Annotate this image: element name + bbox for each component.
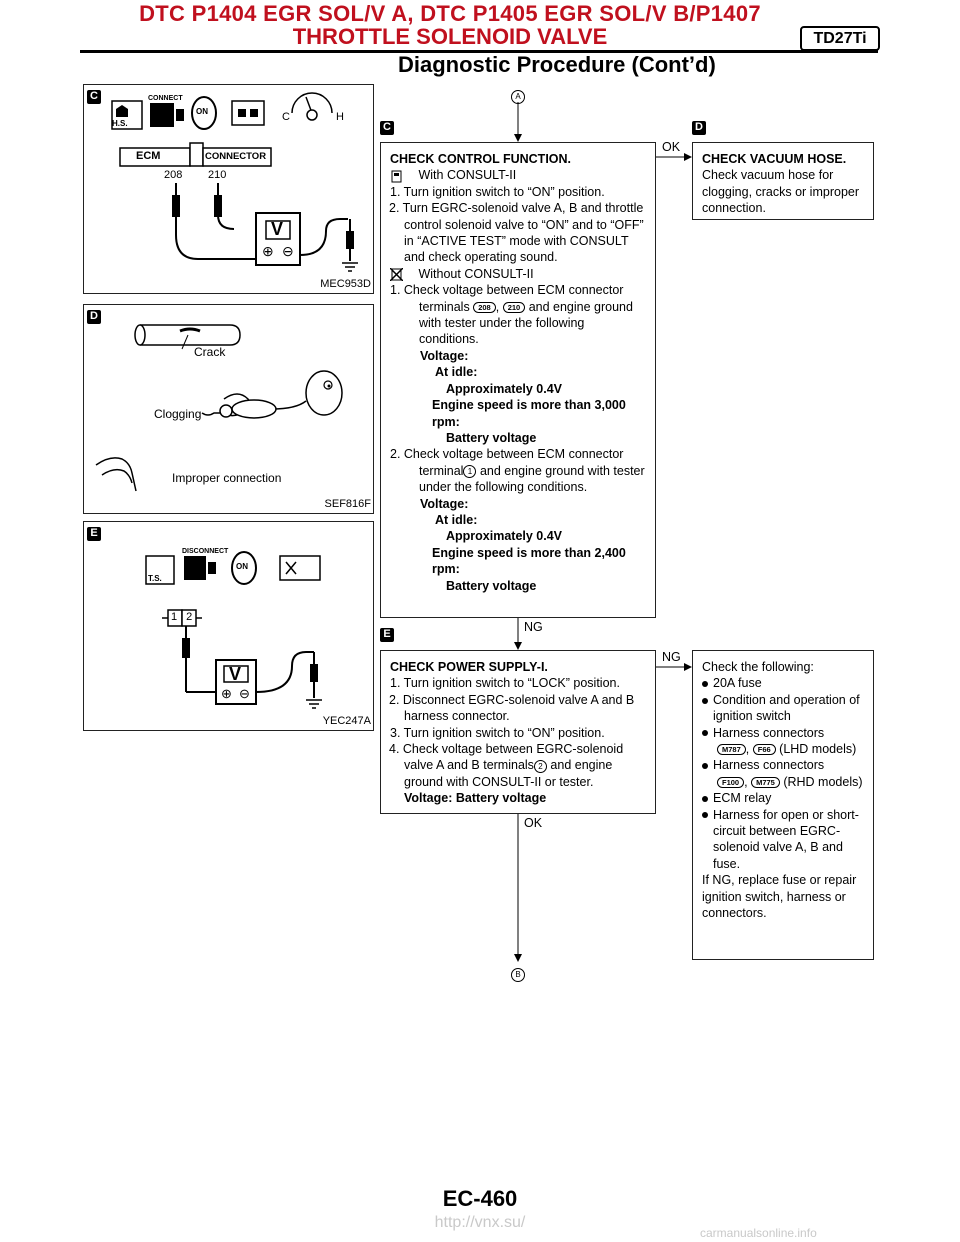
- terminal-210-pill: 210: [503, 302, 526, 313]
- bullet-icon: [702, 763, 708, 769]
- ecm-label: ECM: [136, 150, 161, 162]
- box-f-item-2: [702, 692, 864, 725]
- bullet-icon: [702, 698, 708, 704]
- voltage-label-1: Voltage:: [420, 348, 469, 363]
- bullet-icon: [702, 730, 708, 736]
- gauge-h-label: H: [336, 111, 344, 123]
- box-f-item-6: [702, 807, 864, 873]
- meter-minus-icon-e: ⊖: [239, 686, 250, 701]
- on-label: ON: [196, 107, 208, 116]
- box-e-step2: 2. Disconnect EGRC-solenoid valve A and B harness connector.: [389, 692, 635, 724]
- item-2-text: Condition and operation of ignition switch: [713, 692, 860, 724]
- connector-pins-label: 1 2: [171, 611, 196, 623]
- with-consult-row: [390, 167, 646, 183]
- box-e-step3: 3. Turn ignition switch to “ON” position.: [390, 725, 605, 740]
- item-3-tail: (LHD models): [779, 742, 857, 757]
- without-consult-label: Without CONSULT-II: [418, 266, 534, 281]
- check-power-supply-box: [380, 650, 656, 814]
- box-d-body: Check vacuum hose for clogging, cracks or improper connection.: [702, 168, 860, 216]
- battery-value-1: Battery voltage: [446, 430, 537, 445]
- figure-e-badge: E: [87, 527, 101, 541]
- meter-minus-icon: ⊖: [282, 243, 294, 259]
- at-idle-label-1: At idle:: [435, 365, 478, 380]
- box-f-item-5: [702, 790, 864, 806]
- box-d-title: CHECK VACUUM HOSE.: [702, 152, 847, 166]
- box-e-title: CHECK POWER SUPPLY-I.: [390, 660, 548, 674]
- box-e-step1: 1. Turn ignition switch to “LOCK” position.: [390, 676, 620, 691]
- meter-v-label: V: [271, 219, 284, 239]
- wo1-text-a: 1. Check voltage between ECM connector terminals: [390, 283, 624, 314]
- header-title-line1: DTC P1404 EGR SOL/V A, DTC P1405 EGR SOL/V B/P1407: [139, 1, 761, 26]
- connector-m775-pill: M775: [751, 777, 780, 788]
- connector-f66-pill: F66: [753, 744, 776, 755]
- speed-condition-1: Engine speed is more than 3,000 rpm:: [432, 398, 626, 429]
- wo1-comma: ,: [495, 299, 500, 314]
- without-consult-row: [390, 266, 646, 282]
- step-d-badge: D: [692, 121, 706, 135]
- flow-end-marker: B: [511, 968, 525, 982]
- connector-f100-pill: F100: [717, 777, 744, 788]
- disconnect-label: DISCONNECT: [182, 548, 229, 555]
- box-c-step2: 2. Turn EGRC-solenoid valve A, B and throttle control solenoid valve to “ON” and to “OFF” in “ACTIVE TEST” mode with CONSULT and check operating sound.: [389, 201, 644, 265]
- meter-plus-icon: ⊕: [262, 243, 274, 259]
- with-consult-label: With CONSULT-II: [418, 168, 517, 183]
- figure-d-code: SEF816F: [324, 498, 371, 510]
- crack-label: Crack: [194, 345, 226, 359]
- check-following-box: [692, 650, 874, 960]
- source-url[interactable]: http://vnx.su/: [434, 1214, 526, 1231]
- battery-value-2: Battery voltage: [446, 578, 537, 593]
- item-4-tail: (RHD models): [783, 774, 863, 789]
- terminal-1-circle: 1: [463, 465, 476, 478]
- speed-condition-2: Engine speed is more than 2,400 rpm:: [432, 545, 626, 577]
- flow-ok-label-2: OK: [524, 816, 543, 830]
- at-idle-label-2: At idle:: [435, 512, 478, 527]
- connect-label: CONNECT: [148, 95, 183, 102]
- improper-connection-label: Improper connection: [172, 471, 282, 485]
- step4-text-a: 4. Check voltage between EGRC-solenoid valve A and B terminals: [389, 742, 624, 773]
- flow-start-marker: A: [511, 90, 525, 104]
- wo2-text-a: 2. Check voltage between ECM connector terminal: [390, 447, 624, 478]
- header-title-line2: THROTTLE SOLENOID VALVE: [292, 24, 608, 49]
- box-f-intro: Check the following:: [702, 660, 814, 674]
- figure-c-code: MEC953D: [320, 278, 371, 290]
- gauge-c-label: C: [282, 111, 290, 123]
- check-control-function-box: [380, 142, 656, 618]
- box-e-step4: [375, 741, 646, 790]
- terminal-208-label: 208: [164, 169, 183, 181]
- item-3-comma: ,: [745, 742, 750, 757]
- meter-v-label-e: V: [229, 664, 242, 684]
- on-label-e: ON: [236, 562, 248, 571]
- flow-ng-label-1: NG: [524, 620, 543, 634]
- bullet-icon: [702, 812, 708, 818]
- connector-m787-pill: M787: [717, 744, 746, 755]
- bullet-icon: [702, 796, 708, 802]
- box-f-item-4: [702, 757, 864, 790]
- approx-value-1: Approximately 0.4V: [446, 381, 563, 396]
- page-number: EC-460: [442, 1186, 518, 1211]
- box-c-step1: 1. Turn ignition switch to “ON” position.: [390, 184, 605, 199]
- figure-d-badge: D: [87, 310, 101, 324]
- watermark: carmanualsonline.info: [700, 1226, 817, 1240]
- terminal-2-circle: 2: [534, 760, 547, 773]
- figure-c-badge: C: [87, 90, 101, 104]
- item-4-text: Harness connectors: [713, 758, 825, 773]
- box-e-result: Voltage: Battery voltage: [404, 791, 547, 806]
- terminal-208-pill: 208: [473, 302, 496, 313]
- box-c-wo1: [390, 282, 646, 348]
- connector-label: CONNECTOR: [205, 151, 267, 162]
- check-vacuum-hose-box: [692, 142, 874, 220]
- meter-plus-icon-e: ⊕: [221, 686, 232, 701]
- consult-icon: [390, 170, 403, 183]
- item-1-text: 20A fuse: [713, 676, 762, 691]
- item-3-text: Harness connectors: [713, 725, 825, 740]
- clogging-label: Clogging: [154, 407, 202, 421]
- box-f-item-1: [702, 675, 864, 691]
- step4-text-b: and engine ground with CONSULT-II or tester.: [404, 758, 613, 789]
- page-subtitle: Diagnostic Procedure (Cont’d): [398, 52, 716, 77]
- model-badge: TD27Ti: [800, 26, 880, 51]
- item-4-comma: ,: [744, 774, 748, 789]
- box-f-item-3: [702, 725, 864, 758]
- box-f-outro: If NG, replace fuse or repair ignition switch, harness or connectors.: [702, 873, 857, 921]
- item-6-text: Harness for open or short-circuit between EGRC-solenoid valve A, B and fuse.: [713, 807, 859, 871]
- hs-label: H.S.: [112, 119, 128, 128]
- bullet-icon: [702, 681, 708, 687]
- wo1-text-b: and engine ground with tester under the following conditions.: [419, 299, 633, 347]
- step-e-badge: E: [380, 628, 394, 642]
- approx-value-2: Approximately 0.4V: [446, 529, 563, 544]
- terminal-210-label: 210: [208, 169, 227, 181]
- flow-ng-label-2: NG: [662, 650, 681, 664]
- wo2-text-b: and engine ground with tester under the following conditions.: [419, 463, 645, 495]
- item-5-text: ECM relay: [713, 791, 772, 806]
- step-c-badge: C: [380, 121, 394, 135]
- figure-e-code: YEC247A: [322, 715, 371, 727]
- no-consult-icon: [390, 268, 403, 281]
- voltage-label-2: Voltage:: [420, 496, 469, 511]
- ts-label: T.S.: [148, 574, 162, 583]
- flow-ok-label-1: OK: [662, 140, 681, 154]
- box-c-title: CHECK CONTROL FUNCTION.: [390, 152, 572, 166]
- box-c-wo2: [390, 446, 646, 495]
